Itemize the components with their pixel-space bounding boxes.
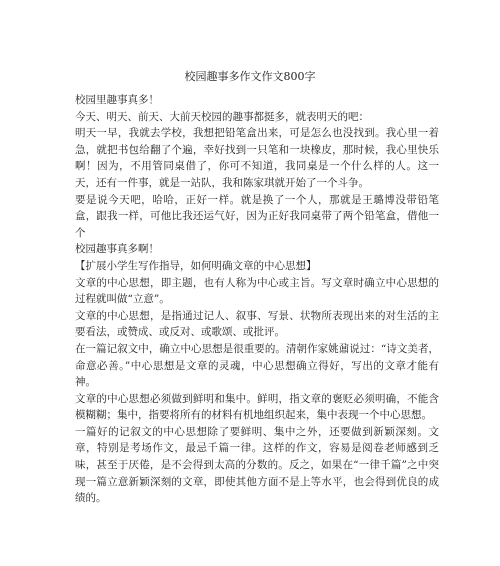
paragraph: 今天、明天、前天、大前天校园的趣事都挺多，就表明天的吧： xyxy=(75,110,369,123)
document-title: 校园趣事多作文作文800字 xyxy=(184,70,316,83)
document-body xyxy=(75,92,439,507)
paragraph: 在一篇记叙文中，确立中心思想是很重要的。清朝作家姚鼐说过：“诗文美者，命意必善。”中心思想是文章的灵魂，中心思想确立得好，写出的文章才能有神。 xyxy=(75,342,439,389)
paragraph: 文章的中心思想，即主题，也有人称为中心或主旨。写文章时确立中心思想的过程就叫做“立意”。 xyxy=(75,276,439,306)
paragraph: 校园里趣事真多！ xyxy=(75,94,159,106)
paragraph: 文章的中心思想必须做到鲜明和集中。鲜明，指文章的褒贬必须明确，不能含模糊糊；集中，指要将所有的材料有机地组织起来，集中表现一个中心思想。 xyxy=(75,392,439,422)
paragraph: 一篇好的记叙文的中心思想除了要鲜明、集中之外，还要做到新颖深刻。文章，特别是考场作文，最忌千篇一律。这样的作文，容易是阅卷老师感到乏味，甚至于厌倦，是不会得到太高的分数的。反之，如果在“一律千篇”之中突现一篇立意新颖深刻的文章，即使其他方面不是上等水平，也会得到优良的成绩的。 xyxy=(75,425,439,505)
paragraph: 校园趣事真多啊！ xyxy=(75,243,159,256)
paragraph: 要是说今天吧，哈哈，正好一样。就是换了一个人，那就是王璐博没带铅笔盒，跟我一样，可他比我还运气好，因为正好我同桌带了两个铅笔盒，借他一个 xyxy=(75,193,439,239)
paragraph: 文章的中心思想，是指通过记人、叙事、写景、状物所表现出来的对生活的主要看法，或赞成、或反对、或歌颂、或批评。 xyxy=(75,309,439,339)
section-heading: 【扩展小学生写作指导，如何明确文章的中心思想】 xyxy=(75,259,317,272)
paragraph: 明天一早，我就去学校，我想把铅笔盒出来，可是怎么也没找到。我心里一着急，就把书包给翻了个遍，幸好找到一只笔和一块橡皮，那时候，我心里快乐啊！因为，不用管同桌借了，你可不知道，我同桌是一个什么样的人。这一天，还有一件事，就是一站队，我和陈家琪就开始了一个斗争。 xyxy=(75,127,439,189)
